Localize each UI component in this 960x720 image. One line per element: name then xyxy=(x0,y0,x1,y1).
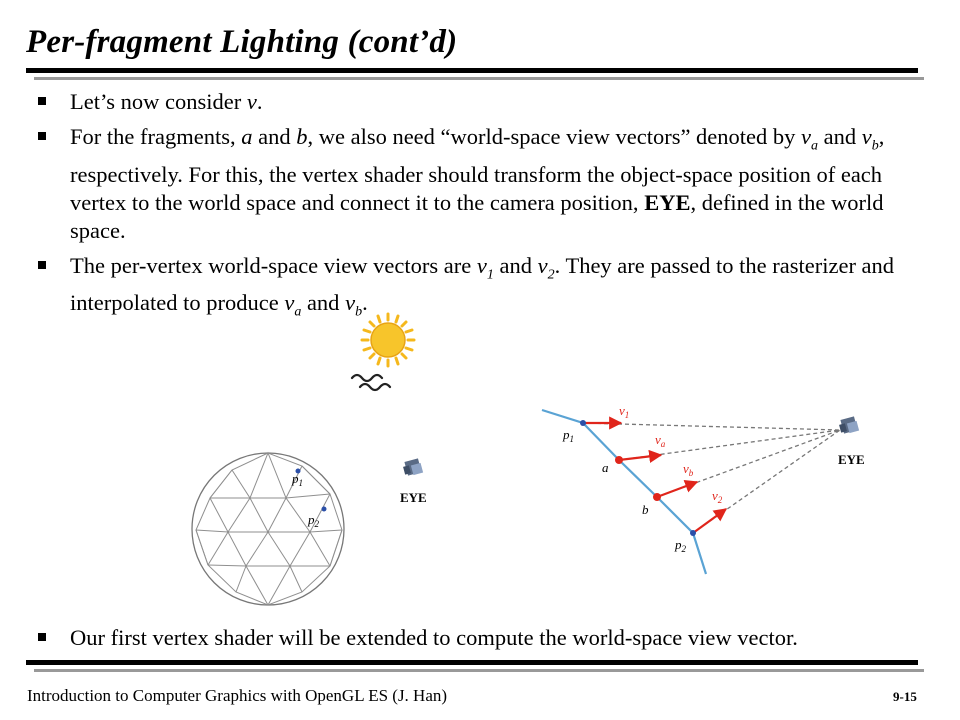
sphere-p1-label: $p_1$ xyxy=(292,471,303,488)
footer-rule-thick xyxy=(26,660,918,665)
dashed-view-lines xyxy=(583,423,840,533)
b-point xyxy=(653,493,661,501)
bullet-marker xyxy=(38,633,46,641)
p2-label: $p_2$ xyxy=(675,537,686,554)
page-number: 9-15 xyxy=(893,689,917,704)
p1-point xyxy=(580,420,586,426)
sphere-p2-label: $p_2$ xyxy=(308,512,319,529)
footer-rule-thin xyxy=(34,669,924,672)
v1-label: $v_1$ xyxy=(619,403,630,420)
bullet-3: The per-vertex world-space view vectors are $v_1$ and $v_2$. They are passed to the rasterizer and interpolated to produce $v_a$ and $v_b$. xyxy=(36,252,936,327)
right-eye-label: EYE xyxy=(838,452,865,467)
p1-label: $p_1$ xyxy=(563,427,574,444)
closing-bullet xyxy=(36,624,956,652)
footer-text: Introduction to Computer Graphics with OpenGL ES (J. Han) xyxy=(27,686,448,705)
p2-point xyxy=(690,530,696,536)
a-label: a xyxy=(602,460,609,475)
v2-label: $v_2$ xyxy=(712,488,723,505)
va-label: $v_a$ xyxy=(655,432,666,449)
slide-title: Per-fragment Lighting (cont’d) xyxy=(26,24,458,60)
b-label: b xyxy=(642,502,649,517)
bullet-4: Our first vertex shader will be extended to compute the world-space view vector. xyxy=(36,624,956,652)
left-eye-label: EYE xyxy=(400,490,427,505)
bullet-2: For the fragments, a and b, we also need “world-space view vectors” denoted by $v_a$ and $v_b$, respectively. For this, the vertex shader should transform the object-space position of each vertex to the world space and connect it to the camera position, EYE, defined in the world space. xyxy=(36,123,936,245)
vb-label: $v_b$ xyxy=(683,461,694,478)
camera-icon xyxy=(839,416,859,433)
a-point xyxy=(615,456,623,464)
bullet-1: Let’s now consider v. xyxy=(36,88,936,116)
